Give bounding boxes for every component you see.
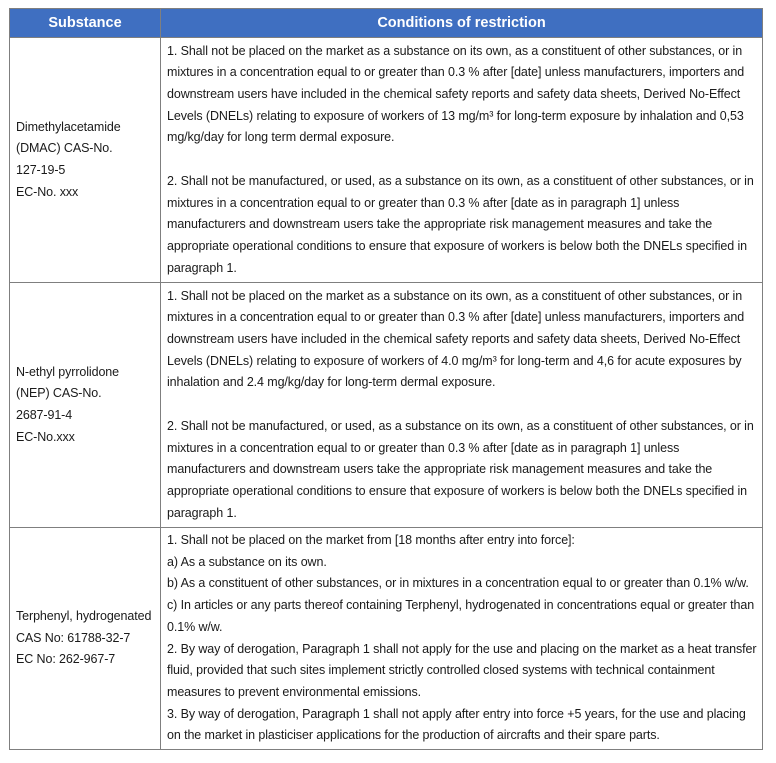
table-header-row [10, 9, 763, 38]
header-conditions: Conditions of restriction [161, 9, 763, 38]
condition-line: 1. Shall not be placed on the market from [18 months after entry into force]: [167, 532, 575, 547]
substance-cas-label: (DMAC) CAS-No. [16, 141, 113, 156]
restriction-table-container [9, 8, 762, 750]
conditions-cell [161, 528, 763, 750]
condition-paragraph: 1. Shall not be placed on the market as a substance on its own, as a constituent of other substances, or in mixtures in a concentration equal to or greater than 0.3 % after [date] unless manufacturers, importers and downstream users have included in the chemical safety reports and safety data sheets, Derived No-Effect Levels (DNELs) relating to exposure of workers of 13 mg/m³ for long-term exposure by inhalation and 0,53 mg/kg/day for long term dermal exposure. [167, 43, 745, 145]
substance-name: Dimethylacetamide [16, 119, 121, 134]
substance-ec-number: EC-No.xxx [16, 429, 75, 444]
substance-cell [10, 528, 161, 750]
substance-ec-number: EC-No. xxx [16, 184, 79, 199]
substance-cell [10, 38, 161, 283]
substance-name: N-ethyl pyrrolidone [16, 364, 120, 379]
table-row [10, 283, 763, 528]
substance-cas-number: 2687-91-4 [16, 408, 73, 422]
condition-line: b) As a constituent of other substances, or in mixtures in a concentration equal to or greater than 0.1% w/w. [167, 576, 749, 591]
condition-line: c) In articles or any parts thereof containing Terphenyl, hydrogenated in concentrations equal or greater than 0.1% w/w. [167, 598, 755, 634]
condition-paragraph: 2. Shall not be manufactured, or used, as a substance on its own, as a constituent of other substances, or in mixtures in a concentration equal to or greater than 0.3 % after [date as in paragraph 1] unless manufacturers and downstream users take the appropriate risk management measures and take the appropriate operational conditions to ensure that exposure of workers is below both the DNELs specified in paragraph 1. [167, 173, 754, 275]
substance-ec-number: EC No: 262-967-7 [16, 652, 116, 667]
table-row [10, 38, 763, 283]
condition-line: a) As a substance on its own. [167, 554, 327, 569]
substance-name: Terphenyl, hydrogenated [16, 608, 152, 623]
conditions-cell [161, 38, 763, 283]
conditions-cell [161, 283, 763, 528]
substance-cas-number: 127-19-5 [16, 163, 66, 177]
header-substance: Substance [10, 9, 161, 38]
table-row [10, 528, 763, 750]
substance-cell [10, 283, 161, 528]
restriction-table [9, 8, 763, 750]
condition-paragraph: 2. Shall not be manufactured, or used, as a substance on its own, as a constituent of other substances, or in mixtures in a concentration equal to or greater than 0.3 % after [date as in paragraph 1] unless manufacturers and downstream users take the appropriate risk management measures and take the appropriate operational conditions to ensure that exposure of workers is below both the DNELs specified in paragraph 1. [167, 418, 754, 520]
condition-paragraph: 1. Shall not be placed on the market as a substance on its own, as a constituent of other substances, or in mixtures in a concentration equal to or greater than 0.3 % after [date] unless manufacturers, importers and downstream users have included in the chemical safety reports and safety data sheets, Derived No-Effect Levels (DNELs) relating to exposure of workers of 4.0 mg/m³ for long-term and 4,6 for acute exposures by inhalation and 2.4 mg/kg/day for long-term dermal exposure. [167, 288, 745, 390]
substance-cas-label: (NEP) CAS-No. [16, 386, 102, 401]
condition-line: 2. By way of derogation, Paragraph 1 shall not apply for the use and placing on the market as a heat transfer fluid, provided that such sites implement strictly controlled closed systems with technical containment measures to prevent environmental emissions. [167, 641, 757, 699]
condition-line: 3. By way of derogation, Paragraph 1 shall not apply after entry into force +5 years, for the use and placing on the market in plasticiser applications for the production of aircrafts and their spare parts. [167, 706, 746, 743]
substance-cas-number: CAS No: 61788-32-7 [16, 630, 131, 645]
